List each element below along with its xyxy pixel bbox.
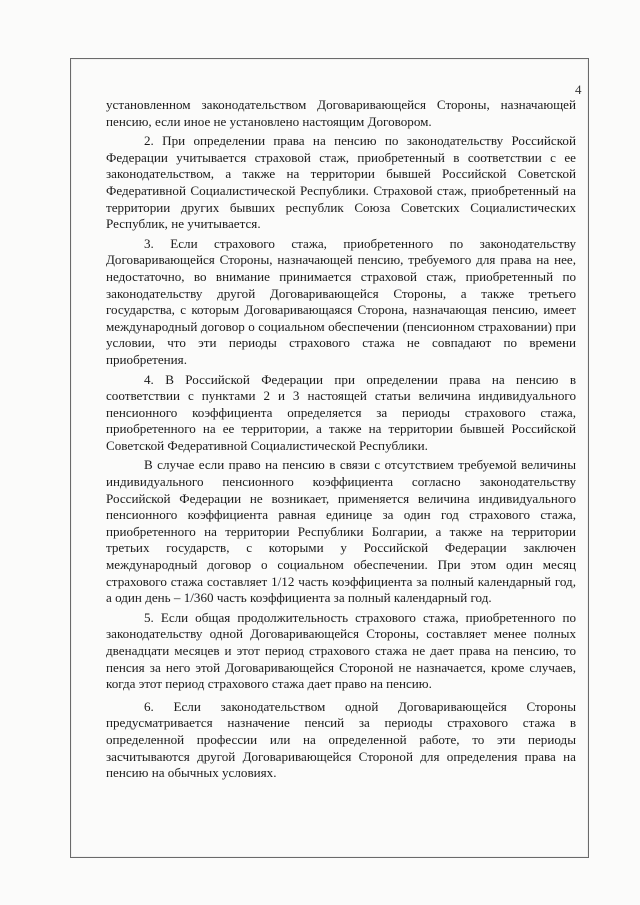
paragraph-item-5: 5. Если общая продолжительность страхового стажа, приобретенного по законодательству одной Договаривающейся Стороны, составляет менее полных двенадцати месяцев и этот период страхового стажа не дает права на пенсию, то пенсия за него этой Договаривающейся Стороной не назначается, кроме случаев, когда этот период страхового стажа дает право на пенсию.	[106, 609, 576, 692]
paragraph-item-2: 2. При определении права на пенсию по законодательству Российской Федерации учитывается страховой стаж, приобретенный в соответствии с ее законодательством, а также на территории бывшей Российской Советской Федеративной Социалистической Республики. Страховой стаж, приобретенный на территории других бывших республик Союза Советских Социалистических Республик, не учитывается.	[106, 133, 576, 232]
paragraph-item-4-continuation: В случае если право на пенсию в связи с отсутствием требуемой величины индивидуального пенсионного коэффициента согласно законодательству Российской Федерации не возникает, применяется величина индивидуального пенсионного коэффициента равная единице за один год страхового стажа, приобретенного на территории Республики Болгарии, а также на территории третьих государств, с которыми у Российской Федерации заключен международный договор о социальном обеспечении. При этом один месяц страхового стажа составляет 1/12 часть коэффициента за полный календарный год, а один день – 1/360 часть коэффициента за полный календарный год.	[106, 457, 576, 606]
page-number: 4	[575, 82, 582, 97]
paragraph-continuation: установленном законодательством Договаривающейся Стороны, назначающей пенсию, если иное не установлено настоящим Договором.	[106, 97, 576, 129]
paragraph-item-3: 3. Если страхового стажа, приобретенного по законодательству Договаривающейся Стороны, назначающей пенсию, требуемого для права на нее, недостаточно, во внимание принимается страховой стаж, приобретенный по законодательству другой Договаривающейся Стороны, а также третьего государства, с которым Договаривающаяся Сторона, назначающая пенсию, имеет международный договор о социальном обеспечении (пенсионном страховании) при условии, что эти периоды страхового стажа не совпадают по времени приобретения.	[106, 235, 576, 367]
paragraph-item-4: 4. В Российской Федерации при определении права на пенсию в соответствии с пунктами 2 и 3 настоящей статьи величина индивидуального пенсионного коэффициента определяется за периоды страхового стажа, приобретенного на ее территории, а также на территории бывшей Российской Советской Федеративной Социалистической Республики.	[106, 371, 576, 453]
paragraph-item-6: 6. Если законодательством одной Договаривающейся Стороны предусматривается назначение пенсий за периоды страхового стажа в определенной профессии или на определенной работе, то эти периоды засчитываются другой Договаривающейся Стороной для определения права на пенсию на обычных условиях.	[106, 698, 576, 781]
document-body	[106, 97, 576, 785]
